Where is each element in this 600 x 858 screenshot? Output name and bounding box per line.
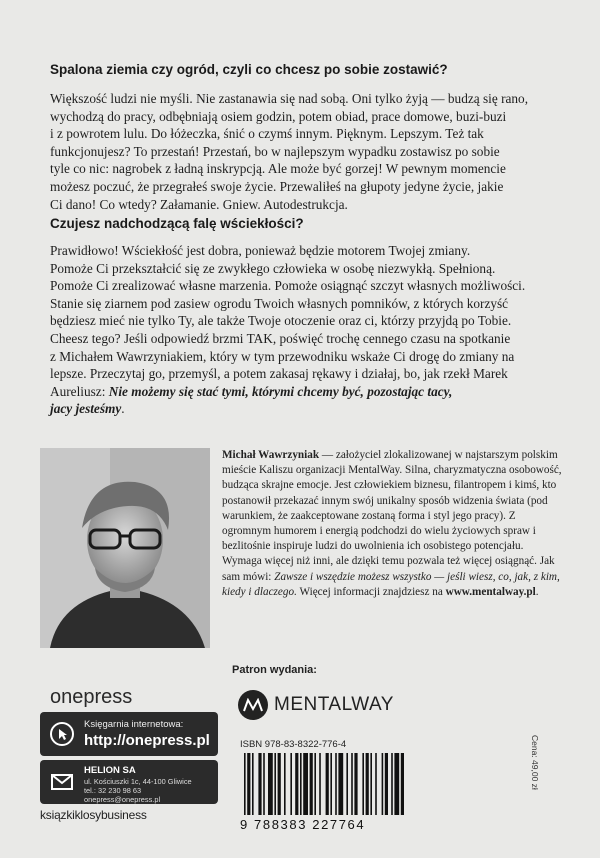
barcode-bar bbox=[284, 753, 286, 815]
section2-line: będziesz mieć nie tylko Ty, ale także Twoje otoczenie oraz ci, którzy przyjdą po Tobie. bbox=[50, 313, 512, 329]
patron-label: Patron wydania: bbox=[232, 664, 317, 676]
barcode-bar bbox=[274, 753, 276, 815]
barcode-bar bbox=[300, 753, 302, 815]
section1-line: Większość ludzi nie myśli. Nie zastanawia się nad sobą. Oni tylko żyją — budzą się rano, bbox=[50, 91, 529, 106]
barcode-bar bbox=[278, 753, 281, 815]
barcode-bar bbox=[391, 753, 393, 815]
section2-line: z Michałem Wawrzyniakiem, który w tym przewodniku wskaże Ci drogę do zmiany na bbox=[50, 348, 515, 364]
barcode-bar bbox=[314, 753, 316, 815]
section2-heading: Czujesz nadchodzącą falę wściekłości? bbox=[50, 216, 304, 231]
section2-line: Pomoże Ci przekształcić się ze zwykłego człowieka w osobę niezwykłą. Spełnioną. bbox=[50, 260, 496, 276]
barcode-bar bbox=[382, 753, 384, 815]
barcode-bar bbox=[326, 753, 329, 815]
barcode-bar bbox=[303, 753, 308, 815]
publisher-address: ul. Kościuszki 1c, 44-100 Gliwice bbox=[84, 777, 192, 786]
barcode-bar bbox=[244, 753, 246, 815]
barcode-bar bbox=[366, 753, 369, 815]
section2-line: Cheesz tego? Jeśli odpowiedź brzmi TAK, poświęć trochę cennego czasu na spotkanie bbox=[50, 330, 511, 346]
barcode-bar bbox=[258, 753, 261, 815]
barcode-bar bbox=[290, 753, 292, 815]
barcode-bar bbox=[335, 753, 337, 815]
barcode-bar bbox=[351, 753, 353, 815]
envelope-icon bbox=[50, 770, 74, 794]
barcode-bar bbox=[401, 753, 404, 815]
section2-line: Stanie się ziarnem pod zasiew ogrodu Twoich własnych pomników, z których korzyść bbox=[50, 295, 509, 311]
barcode-digits: 9 788383 227764 bbox=[240, 817, 366, 832]
online-shop-box bbox=[40, 712, 218, 756]
section1-heading: Spalona ziemia czy ogród, czyli co chcesz po sobie zostawić? bbox=[50, 62, 448, 77]
section1-line: Ci dano! Co wtedy? Załamanie. Gniew. Autodestrukcja. bbox=[50, 196, 348, 212]
section2-line: Pomoże Ci zrealizować własne marzenia. Pomoże osiągnąć szczyt własnych możliwości. bbox=[50, 278, 526, 294]
barcode-bar bbox=[252, 753, 254, 815]
online-shop-label: Księgarnia internetowa: bbox=[84, 719, 184, 730]
author-website-link[interactable]: www.mentalway.pl bbox=[445, 585, 536, 598]
section1-line: funkcjonujesz? To przestań! Przestań, bo w najlepszym wypadku zostawisz po sobie bbox=[50, 143, 500, 159]
barcode-bar bbox=[394, 753, 399, 815]
barcode-bar bbox=[338, 753, 343, 815]
section1-line: tyle co nic: nagrobek z ładną inskrypcją. Ale może być gorzej! W pewnym momencie bbox=[50, 161, 506, 177]
author-quote: Zawsze i wszędzie możesz wszystko — jeśli wiesz, co, jak, z kim, kiedy i dlaczego. bbox=[222, 570, 560, 598]
barcode-bar bbox=[370, 753, 372, 815]
barcode-bar bbox=[346, 753, 348, 815]
cursor-icon bbox=[50, 722, 74, 746]
barcode-bar bbox=[385, 753, 388, 815]
publisher-phone: tel.: 32 230 98 63 bbox=[84, 786, 142, 795]
section2-line: lepsze. Przeczytaj go, przemyśl, a potem zakasaj rękawy i działaj, bo, jak rzekł Marek bbox=[50, 366, 508, 382]
section1-line: możesz poczuć, że przegrałeś swoje życie. Przewaliłeś na głupoty jedyne życie, jakie bbox=[50, 178, 504, 194]
barcode-bar bbox=[310, 753, 313, 815]
author-bio: Michał Wawrzyniak — założyciel zlokalizowanej w najstarszym polskim mieście Kaliszu organizacji MentalWay. Silna, charyzmatyczna osobowość, budząca skrajne emocje. Jest człowiekiem biznesu, filantropem i kimś, kto postanowił przekazać innym swój unikalny sposób widzenia świata (pod warunkiem, że zaakceptowane zostaną forma i styl jego pracy). Z ogromnym humorem i energią podchodzi do wielu życiowych spraw i bezlitośnie inspiruje ludzi do uwolnienia ich osobistego potencjału. Wymaga więcej niż inni, ale dzięki temu pozwala też więcej osiągnąć. Jak sam mówi: Zawsze i wszędzie możesz wszystko — jeśli wiesz, co, jak, z kim, kiedy i dlaczego. Więcej informacji znajdziesz na www.mentalway.pl. bbox=[222, 449, 562, 598]
online-shop-url[interactable]: http://onepress.pl bbox=[84, 732, 210, 749]
marcus-aurelius-quote: Nie możemy się stać tymi, którymi chcemy być, pozostając tacy, bbox=[108, 383, 453, 399]
section2-line: Prawidłowo! Wściekłość jest dobra, ponieważ będzie motorem Twojej zmiany. bbox=[50, 243, 471, 258]
barcode-bar bbox=[319, 753, 321, 815]
mentalway-logo-text: MENTALWAY bbox=[274, 694, 394, 715]
barcode-bar bbox=[295, 753, 298, 815]
publisher-email: onepress@onepress.pl bbox=[84, 795, 161, 804]
price-label: Cena: 49,00 zł bbox=[530, 735, 540, 790]
mentalway-logo-icon bbox=[238, 690, 268, 720]
mentalway-logo bbox=[238, 688, 394, 722]
author-portrait-image bbox=[40, 448, 210, 648]
isbn-number: ISBN 978-83-8322-776-4 bbox=[240, 739, 347, 750]
section1-paragraph bbox=[50, 90, 560, 213]
section2-paragraph: Prawidłowo! Wściekłość jest dobra, ponieważ będzie motorem Twojej zmiany. Pomoże Ci przekształcić się ze zwykłego człowieka w osobę niezwykłą. Spełnioną. Pomoże Ci zrealizować własne marzenia. Pomoże osiągnąć szczyt własnych możliwości. Stanie się ziarnem pod zasiew ogrodu Twoich własnych pomników, z których korzyść będziesz mieć nie tylko Ty, ale także Twoje otoczenie oraz ci, którzy przyjdą po Tobie. Cheesz tego? Jeśli odpowiedź brzmi TAK, poświęć trochę cennego czasu na spotkanie z Michałem Wawrzyniakiem, który w tym przewodniku wskaże Ci drogę do zmiany na lepsze. Przeczytaj go, przemyśl, a potem zakasaj rękawy i działaj, bo, jak rzekł Marek Aureliusz: Nie możemy się stać tymi, którymi chcemy być, pozostając tacy, jacy jesteśmy. bbox=[50, 242, 560, 418]
author-name: Michał Wawrzyniak bbox=[222, 449, 320, 461]
author-photo bbox=[40, 448, 210, 648]
barcode-bar bbox=[362, 753, 364, 815]
barcode-bar bbox=[375, 753, 377, 815]
onepress-logo: onepress bbox=[50, 686, 133, 708]
barcode-area bbox=[240, 739, 510, 837]
section1-line: wychodzą do pracy, odbębniają osiem godzin, potem obiad, prace domowe, buzi-buzi bbox=[50, 108, 507, 124]
barcode-bar bbox=[354, 753, 357, 815]
barcode-image bbox=[240, 753, 500, 817]
section2-line: Aureliusz: bbox=[50, 383, 106, 399]
marcus-aurelius-quote-end: jacy jesteśmy bbox=[50, 401, 122, 417]
publisher-contact-box bbox=[40, 760, 218, 804]
series-logo: ksiązkiklosybusiness bbox=[40, 808, 147, 822]
barcode-bar bbox=[330, 753, 332, 815]
barcode-bar bbox=[263, 753, 265, 815]
section1-line: i z powrotem lulu. Do łóżeczka, śnić o czymś innym. Pięknym. Lepszym. Też tak bbox=[50, 126, 484, 142]
barcode-bar bbox=[247, 753, 250, 815]
barcode-bar bbox=[268, 753, 273, 815]
publisher-name: HELION SA bbox=[84, 765, 136, 776]
